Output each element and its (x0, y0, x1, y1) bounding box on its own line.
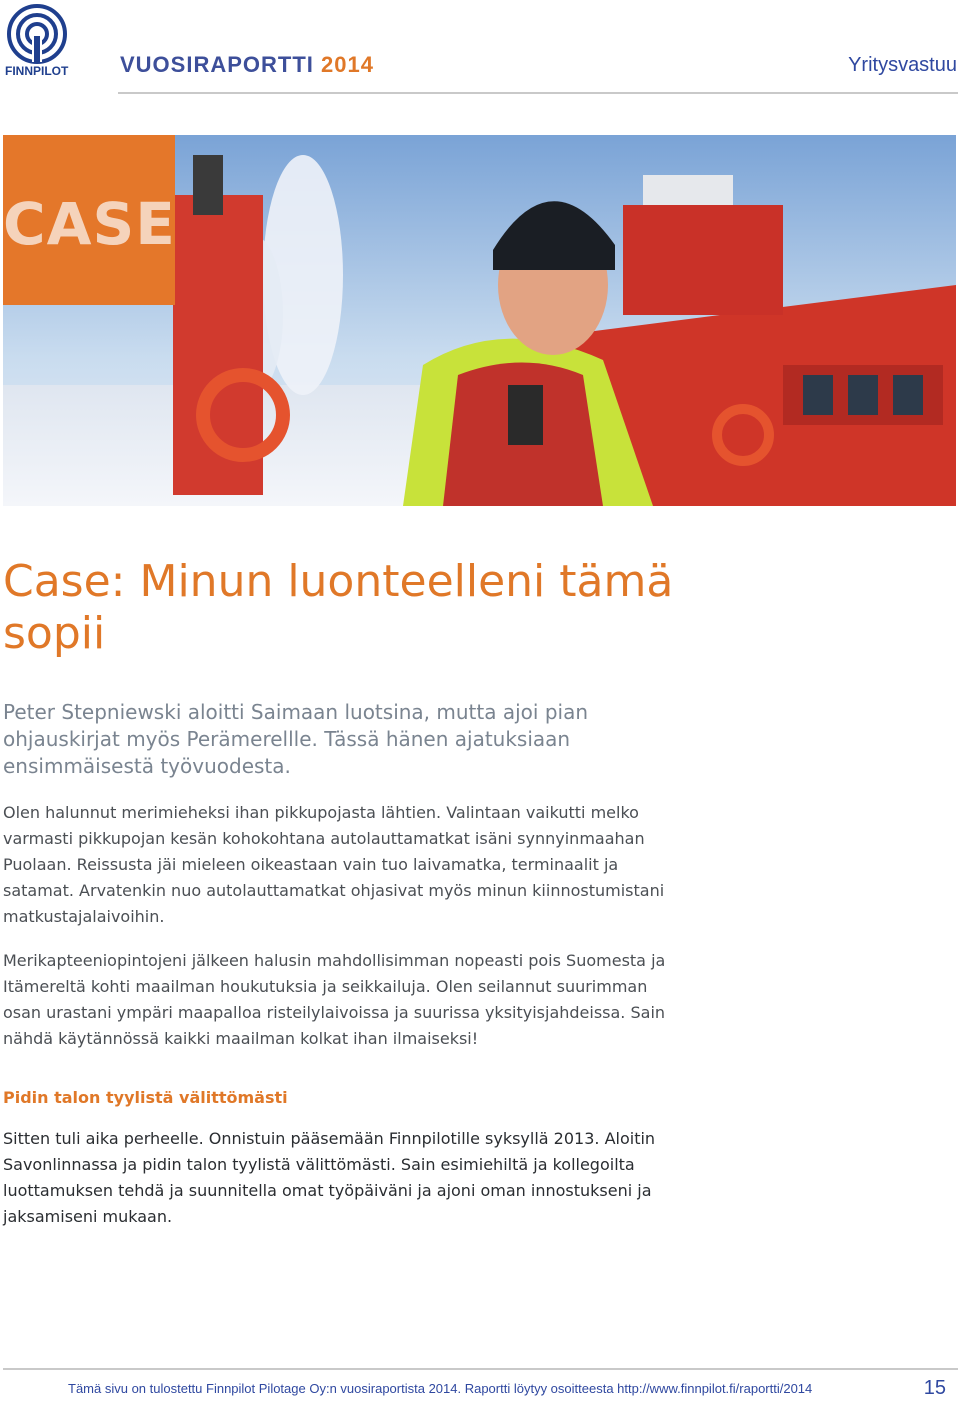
page-number: 15 (923, 1377, 946, 1399)
footer-divider (3, 1368, 958, 1370)
article-paragraph-1: Olen halunnut merimieheksi ihan pikkupojasta lähtien. Valintaan vaikutti melko varmasti pikkupojan kesän kohokohtana autolauttamatkat isäni synnyinmaahan Puolaan. Reissusta jäi mieleen oikeastaan vain tuo laivamatka, terminaalit ja satamat. Arvatenkin nuo autolauttamatkat ohjasivat myös minun kiinnostumistani matkustajalaivoihin. (3, 803, 665, 926)
article-subheading: Pidin talon tyylistä välittömästi (3, 1088, 288, 1107)
section-name: Yritysvastuu (848, 54, 957, 76)
case-label: CASE (3, 190, 176, 258)
logo-wordmark: FINNPILOT (5, 64, 69, 78)
article-paragraph-3: Sitten tuli aika perheelle. Onnistuin pääsemään Finnpilotille syksyllä 2013. Aloitin Savonlinnassa ja pidin talon tyylistä välittömästi. Sain esimiehiltä ja kollegoilta luottamuksen tehdä ja suunnitella omat työpäiväni ja ajoni oman innostukseni ja jaksamiseni mukaan. (3, 1129, 656, 1226)
article-lead: Peter Stepniewski aloitti Saimaan luotsina, mutta ajoi pian ohjauskirjat myös Perämerellle. Tässä hänen ajatuksiaan ensimmäisestä työvuodesta. (3, 700, 588, 778)
article-title: Case: Minun luonteelleni tämä sopii (3, 556, 674, 659)
header-divider (118, 92, 958, 94)
report-title (120, 52, 374, 78)
article-paragraph-2: Merikapteeniopintojeni jälkeen halusin mahdollisimman nopeasti pois Suomesta ja Itämereltä kohti maailman houkutuksia ja seikkailuja. Olen seilannut suurimman osan urastani ympäri maapalloa risteilylaivoissa ja suurissa yksityisjahdeissa. Sain nähdä käytännössä kaikki maailman kolkat ihan ilmaiseksi! (3, 951, 666, 1048)
page-header (0, 0, 960, 100)
footer-note: Tämä sivu on tulostettu Finnpilot Pilotage Oy:n vuosiraportista 2014. Raportti löytyy osoitteesta http://www.finnpilot.fi/raportti/2014 (68, 1381, 813, 1396)
report-year: 2014 (321, 52, 374, 77)
report-title-text: VUOSIRAPORTTI (120, 52, 314, 77)
